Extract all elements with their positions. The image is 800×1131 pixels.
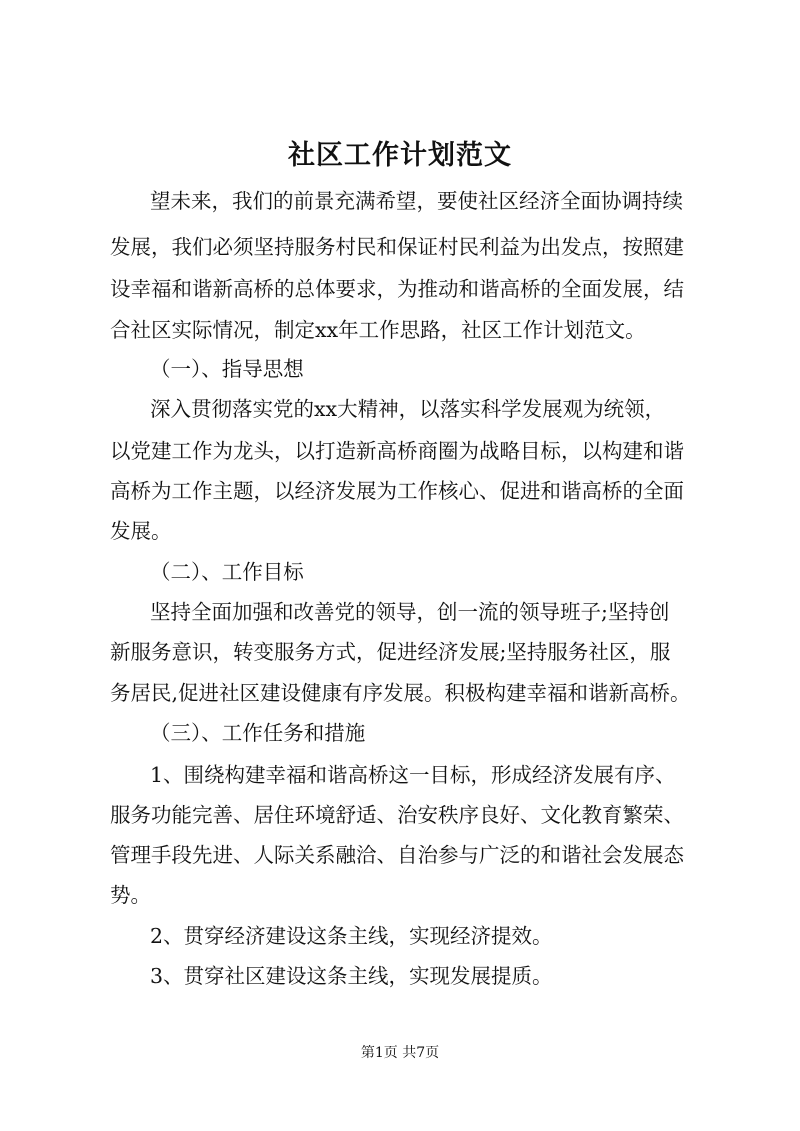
paragraph-line: 势。 [110,883,151,907]
section-heading: （三）、工作任务和措施 [150,721,366,745]
paragraph-line: 发展。 [110,519,172,543]
paragraph-line: 坚持全面加强和改善党的领导，创一流的领导班子;坚持创 [150,600,670,624]
paragraph-line: 深入贯彻落实党的xx大精神，以落实科学发展观为统领， [150,397,666,421]
paragraph-line: 服务功能完善、居住环境舒适、治安秩序良好、文化教育繁荣、 [110,803,684,827]
paragraph-line: 新服务意识，转变服务方式，促进经济发展;坚持服务社区，服 [110,640,671,664]
section-heading: （一）、指导思想 [150,357,304,381]
paragraph-line: 2、贯穿经济建设这条主线，实现经济提效。 [150,924,553,948]
section-heading: （二）、工作目标 [150,560,304,584]
paragraph-line: 务居民,促进社区建设健康有序发展。积极构建幸福和谐新高桥。 [110,681,691,705]
document-title: 社区工作计划范文 [288,140,512,171]
paragraph-line: 发展，我们必须坚持服务村民和保证村民利益为出发点，按照建 [110,235,684,259]
paragraph-line: 合社区实际情况，制定xx年工作思路，社区工作计划范文。 [110,318,646,342]
paragraph-line: 1、围绕构建幸福和谐高桥这一目标，形成经济发展有序、 [150,763,676,787]
paragraph-line: 设幸福和谐新高桥的总体要求，为推动和谐高桥的全面发展，结 [110,277,684,301]
page-number: 第1页 共7页 [360,1045,440,1061]
paragraph-line: 管理手段先进、人际关系融洽、自治参与广泛的和谐社会发展态 [110,843,684,867]
paragraph-line: 高桥为工作主题，以经济发展为工作核心、促进和谐高桥的全面 [110,479,684,503]
paragraph-line: 以党建工作为龙头，以打造新高桥商圈为战略目标，以构建和谐 [110,439,684,463]
paragraph-line: 望未来，我们的前景充满希望，要使社区经济全面协调持续 [150,189,683,213]
paragraph-line: 3、贯穿社区建设这条主线，实现发展提质。 [150,964,553,988]
